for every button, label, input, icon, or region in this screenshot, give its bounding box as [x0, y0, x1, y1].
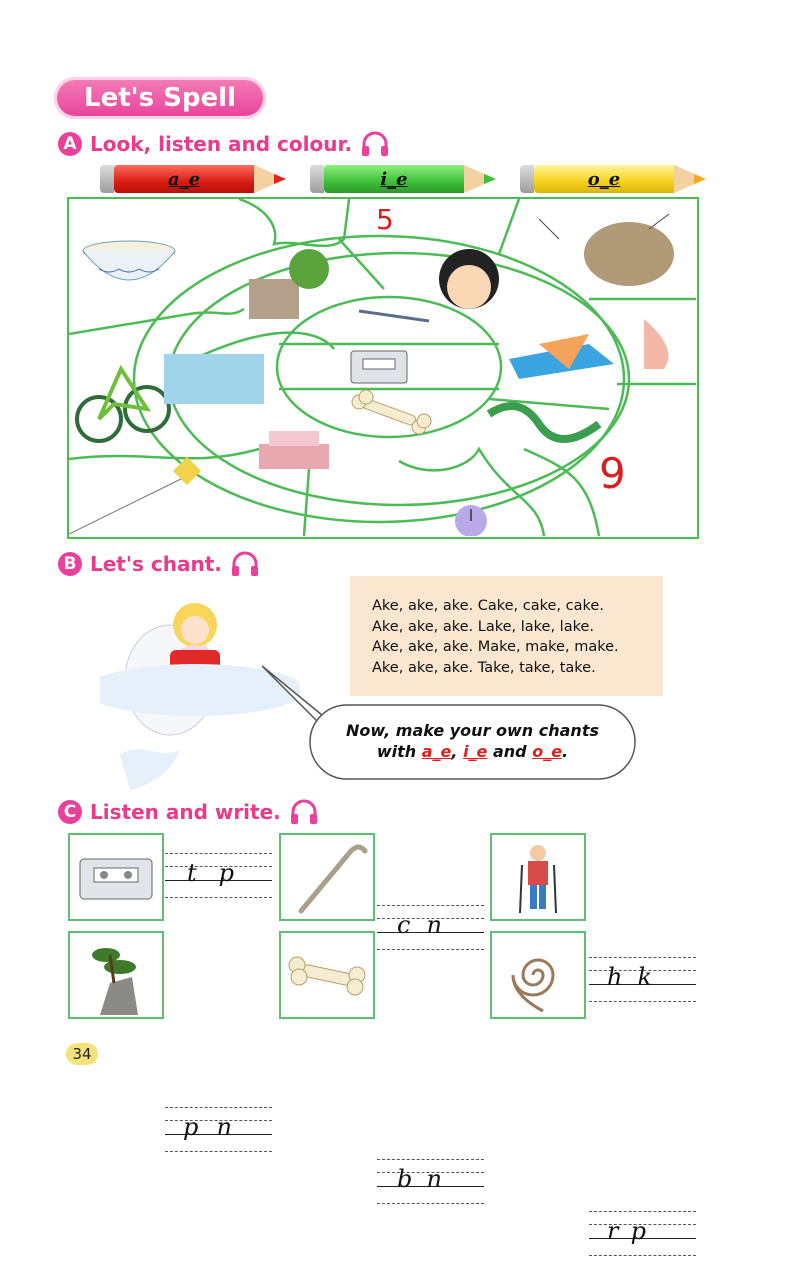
section-b-title: Let's chant. [90, 552, 222, 576]
bubble-period: . [562, 742, 569, 761]
pencil-tip-icon [674, 165, 706, 193]
hiker-picture [490, 833, 586, 921]
section-c-heading [58, 799, 319, 825]
pencil-green-label: i_e [324, 165, 464, 193]
page-title: Let's Spell [54, 77, 266, 119]
given-letter: c [397, 911, 411, 939]
wire-icon [359, 311, 429, 321]
bubble-line-1: Now, make your own chants [346, 721, 599, 740]
handwriting-lines[interactable] [165, 853, 272, 905]
girl-face-icon [439, 249, 499, 309]
number-five: 5 [376, 203, 394, 236]
given-letter: r [607, 1217, 619, 1245]
given-letter: n [216, 1113, 232, 1141]
given-letter: p [218, 859, 234, 887]
gate-icon [249, 249, 329, 319]
section-c-badge: C [58, 800, 82, 824]
pine-tree-icon [70, 933, 162, 1017]
handwriting-lines[interactable] [165, 1107, 272, 1159]
bubble-comma: , [451, 742, 458, 761]
handwriting-lines[interactable] [377, 905, 484, 957]
number-nine: 9 [599, 449, 626, 498]
section-b-badge: B [58, 552, 82, 576]
bubble-word: and [492, 742, 527, 761]
plane-icon [509, 334, 614, 379]
section-c-title: Listen and write. [90, 800, 281, 824]
bone-picture [279, 931, 375, 1019]
cake-icon [259, 431, 329, 469]
cassette-tape-picture [68, 833, 164, 921]
chant-line: Ake, ake, ake. Take, take, take. [372, 659, 596, 676]
pencil-green [310, 164, 496, 194]
pencil-yellow-label: o_e [534, 165, 674, 193]
colouring-puzzle [67, 197, 699, 539]
handwriting-lines[interactable] [589, 957, 696, 1009]
pencil-tip-icon [254, 165, 286, 193]
pencil-red-label: a_e [114, 165, 254, 193]
pattern-i-e: i_e [463, 742, 488, 761]
section-a-title: Look, listen and colour. [90, 132, 353, 156]
headphones-icon[interactable] [360, 131, 390, 157]
pencil-eraser [520, 165, 534, 193]
headphones-icon[interactable] [230, 551, 260, 577]
pencil-eraser [310, 165, 324, 193]
bike-icon [77, 369, 169, 441]
bubble-text [320, 720, 625, 762]
cane-picture [279, 833, 375, 921]
bone-icon [352, 390, 431, 434]
given-letter: k [637, 963, 652, 991]
pattern-a-e: a_e [421, 742, 452, 761]
kite-icon [69, 457, 201, 534]
pine-tree-picture [68, 931, 164, 1019]
dog-icon [539, 214, 674, 286]
given-letter: b [397, 1165, 413, 1193]
given-letter: h [607, 963, 623, 991]
given-letter: n [426, 911, 442, 939]
chant-line: Ake, ake, ake. Lake, lake, lake. [372, 618, 594, 635]
section-b-heading [58, 551, 260, 577]
bone-icon [281, 933, 373, 1017]
nose-icon [644, 319, 669, 369]
cassette-tape-icon [70, 835, 162, 919]
pencil-yellow [520, 164, 706, 194]
lake-icon [164, 354, 264, 404]
tape-icon [351, 351, 407, 383]
chant-line: Ake, ake, ake. Make, make, make. [372, 639, 619, 655]
hiker-icon [492, 835, 584, 919]
rice-bowl-icon [83, 241, 175, 280]
section-a-heading [58, 131, 390, 157]
page-number: 34 [66, 1043, 98, 1065]
chant-line: Ake, ake, ake. Cake, cake, cake. [372, 598, 604, 614]
bubble-word: with [376, 742, 417, 761]
pattern-o-e: o_e [532, 742, 563, 761]
rope-icon [492, 933, 584, 1017]
pencil-eraser [100, 165, 114, 193]
snakes-icon [489, 406, 599, 439]
section-a-badge: A [58, 132, 82, 156]
pencil-red [100, 164, 286, 194]
given-letter: t [187, 859, 197, 887]
handwriting-lines[interactable] [589, 1211, 696, 1263]
bubble-line-2 [320, 741, 625, 762]
handwriting-lines[interactable] [377, 1159, 484, 1211]
pencil-tip-icon [464, 165, 496, 193]
cane-icon [281, 835, 373, 919]
headphones-icon[interactable] [289, 799, 319, 825]
given-letter: p [183, 1113, 199, 1141]
given-letter: p [630, 1217, 646, 1245]
rope-picture [490, 931, 586, 1019]
clock-icon [455, 505, 487, 536]
given-letter: n [426, 1165, 442, 1193]
